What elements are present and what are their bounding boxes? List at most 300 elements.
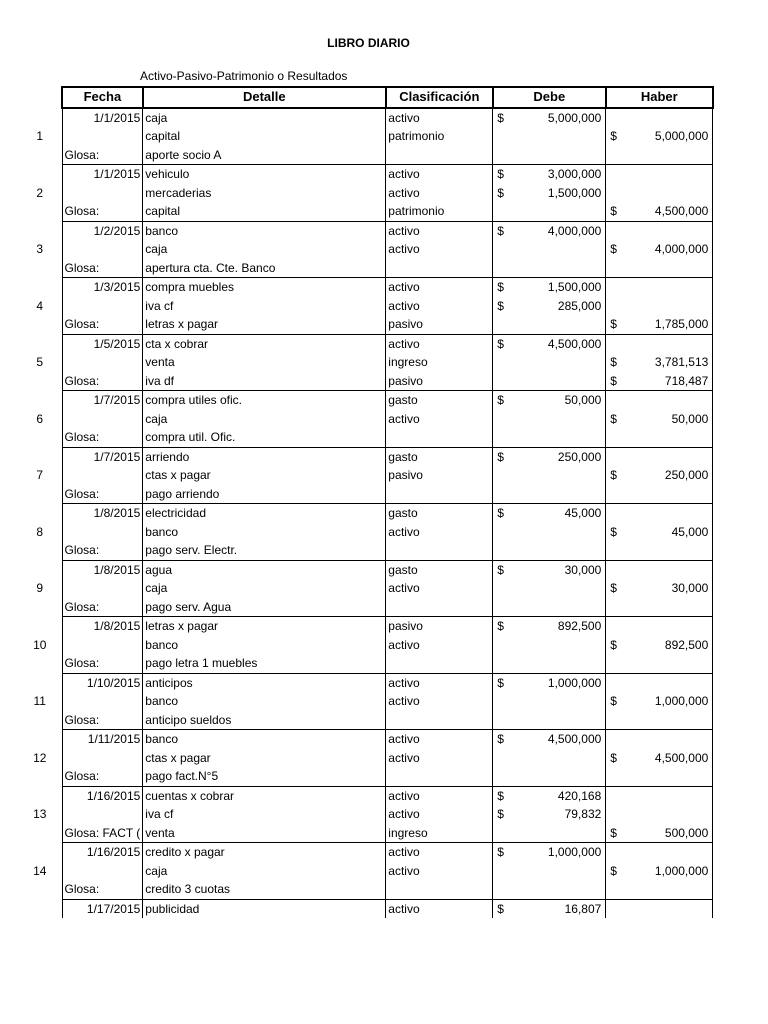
currency-sign: $: [497, 732, 504, 747]
classification-cell: [386, 259, 493, 278]
currency-sign: $: [610, 468, 617, 483]
credit-cell: [606, 899, 713, 918]
debit-cell: [493, 692, 606, 711]
currency-sign: $: [610, 242, 617, 257]
entry-number: 5: [36, 355, 44, 370]
detail-cell: ctas x pagar: [143, 466, 386, 485]
table-header-row: [18, 87, 713, 108]
entry-number: 14: [33, 863, 47, 878]
journal-row: [18, 824, 713, 843]
debit-cell-value: 4,500,000: [547, 732, 602, 747]
currency-sign: $: [610, 581, 617, 596]
debit-cell: [493, 617, 606, 636]
currency-sign: $: [497, 845, 504, 860]
credit-cell: [606, 579, 713, 598]
credit-cell-amount: [608, 315, 710, 333]
detail-cell: cta x cobrar: [143, 334, 386, 353]
date-cell: 1/1/2015: [62, 165, 143, 184]
detail-cell: compra muebles: [143, 278, 386, 297]
entry-number: 3: [36, 242, 44, 257]
detail-cell: agua: [143, 560, 386, 579]
header-debe: Debe: [493, 87, 606, 108]
debit-cell: [493, 146, 606, 165]
currency-sign: $: [497, 506, 504, 521]
detail-cell: aporte socio A: [143, 146, 386, 165]
date-cell: 1/16/2015: [62, 786, 143, 805]
date-cell: [62, 805, 143, 824]
credit-cell-amount: [608, 202, 710, 220]
debit-cell-value: 1,000,000: [547, 675, 602, 690]
journal-row: [18, 334, 713, 353]
debit-cell-amount: [495, 278, 603, 296]
credit-cell: [606, 598, 713, 617]
credit-cell: [606, 466, 713, 485]
debit-cell-amount: [495, 787, 603, 805]
journal-row: [18, 391, 713, 410]
detail-cell: banco: [143, 221, 386, 240]
credit-cell-amount: [608, 466, 710, 484]
currency-sign: $: [610, 524, 617, 539]
classification-cell: activo: [386, 692, 493, 711]
debit-cell-value: 420,168: [557, 788, 602, 803]
entry-number: 4: [36, 298, 44, 313]
journal-row: [18, 127, 713, 146]
debit-cell: [493, 127, 606, 146]
date-cell: [62, 523, 143, 542]
debit-cell-value: 45,000: [564, 506, 602, 521]
classification-cell: activo: [386, 786, 493, 805]
header-clasificacion: Clasificación: [386, 87, 493, 108]
detail-cell: caja: [143, 579, 386, 598]
currency-sign: $: [610, 355, 617, 370]
credit-cell: [606, 297, 713, 316]
journal-row: [18, 692, 713, 711]
detail-cell: pago fact.N°5: [143, 767, 386, 786]
currency-sign: $: [497, 675, 504, 690]
credit-cell: [606, 636, 713, 655]
classification-cell: activo: [386, 410, 493, 429]
credit-cell: [606, 673, 713, 692]
debit-cell-value: 30,000: [564, 562, 602, 577]
journal-row: [18, 767, 713, 786]
debit-cell-amount: [495, 109, 603, 127]
credit-cell: [606, 485, 713, 504]
debit-cell: [493, 315, 606, 334]
debit-cell-value: 16,807: [564, 901, 602, 916]
date-cell: 1/3/2015: [62, 278, 143, 297]
credit-cell-amount: [608, 353, 710, 371]
detail-cell: banco: [143, 636, 386, 655]
journal-row: [18, 315, 713, 334]
debit-cell: [493, 824, 606, 843]
debit-cell-value: 4,500,000: [547, 336, 602, 351]
detail-cell: venta: [143, 824, 386, 843]
currency-sign: $: [610, 373, 617, 388]
entry-number: 12: [33, 750, 47, 765]
debit-cell: [493, 636, 606, 655]
credit-cell: [606, 654, 713, 673]
journal-row: [18, 711, 713, 730]
debit-cell: [493, 805, 606, 824]
date-cell: 1/16/2015: [62, 843, 143, 862]
classification-cell: activo: [386, 862, 493, 881]
detail-cell: letras x pagar: [143, 315, 386, 334]
classification-cell: [386, 485, 493, 504]
credit-cell-value: 892,500: [664, 637, 709, 652]
detail-cell: letras x pagar: [143, 617, 386, 636]
date-cell: [62, 127, 143, 146]
date-cell: [62, 240, 143, 259]
glosa-label: Glosa:: [62, 654, 143, 673]
journal-row: [18, 617, 713, 636]
glosa-label: Glosa:: [62, 598, 143, 617]
detail-cell: electricidad: [143, 504, 386, 523]
classification-cell: activo: [386, 749, 493, 768]
journal-row: [18, 485, 713, 504]
currency-sign: $: [497, 619, 504, 634]
debit-cell-amount: [495, 222, 603, 240]
credit-cell: [606, 560, 713, 579]
glosa-label: Glosa:: [62, 428, 143, 447]
journal-row: [18, 805, 713, 824]
journal-row: [18, 523, 713, 542]
debit-cell-amount: [495, 184, 603, 202]
debit-cell: [493, 428, 606, 447]
debit-cell: [493, 202, 606, 221]
credit-cell-value: 1,000,000: [654, 694, 709, 709]
credit-cell: [606, 108, 713, 128]
credit-cell: [606, 805, 713, 824]
credit-cell-amount: [608, 410, 710, 428]
credit-cell: [606, 843, 713, 862]
detail-cell: pago arriendo: [143, 485, 386, 504]
currency-sign: $: [497, 167, 504, 182]
classification-cell: activo: [386, 579, 493, 598]
currency-sign: $: [497, 562, 504, 577]
classification-cell: activo: [386, 240, 493, 259]
credit-cell: [606, 880, 713, 899]
journal-row: [18, 297, 713, 316]
glosa-label: Glosa:: [62, 202, 143, 221]
date-cell: [62, 692, 143, 711]
credit-cell: [606, 315, 713, 334]
debit-cell-value: 3,000,000: [547, 167, 602, 182]
credit-cell: [606, 259, 713, 278]
journal-row: [18, 108, 713, 128]
credit-cell-value: 50,000: [671, 411, 709, 426]
detail-cell: pago letra 1 muebles: [143, 654, 386, 673]
credit-cell: [606, 221, 713, 240]
debit-cell: [493, 297, 606, 316]
credit-cell-amount: [608, 372, 710, 390]
credit-cell-amount: [608, 240, 710, 258]
detail-cell: cuentas x cobrar: [143, 786, 386, 805]
journal-row: [18, 541, 713, 560]
entry-number: 13: [33, 807, 47, 822]
debit-cell: [493, 372, 606, 391]
journal-row: [18, 221, 713, 240]
debit-cell: [493, 767, 606, 786]
classification-cell: activo: [386, 278, 493, 297]
classification-cell: patrimonio: [386, 127, 493, 146]
debit-cell: [493, 353, 606, 372]
debit-cell-amount: [495, 335, 603, 353]
debit-cell: [493, 447, 606, 466]
debit-cell-amount: [495, 504, 603, 522]
classification-cell: pasivo: [386, 315, 493, 334]
credit-cell: [606, 353, 713, 372]
journal-row: [18, 447, 713, 466]
detail-cell: arriendo: [143, 447, 386, 466]
debit-cell: [493, 410, 606, 429]
detail-cell: publicidad: [143, 899, 386, 918]
journal-row: [18, 673, 713, 692]
entry-number: [18, 899, 62, 918]
debit-cell: [493, 466, 606, 485]
credit-cell: [606, 240, 713, 259]
debit-cell-amount: [495, 561, 603, 579]
credit-cell-amount: [608, 862, 710, 880]
currency-sign: $: [497, 110, 504, 125]
detail-cell: caja: [143, 108, 386, 128]
credit-cell: [606, 523, 713, 542]
detail-cell: iva cf: [143, 805, 386, 824]
debit-cell: [493, 711, 606, 730]
debit-cell: [493, 259, 606, 278]
date-cell: 1/7/2015: [62, 391, 143, 410]
currency-sign: $: [497, 393, 504, 408]
credit-cell: [606, 711, 713, 730]
credit-cell: [606, 165, 713, 184]
classification-cell: pasivo: [386, 617, 493, 636]
detail-cell: caja: [143, 240, 386, 259]
detail-cell: banco: [143, 730, 386, 749]
debit-cell-value: 1,000,000: [547, 845, 602, 860]
currency-sign: $: [610, 863, 617, 878]
credit-cell: [606, 278, 713, 297]
date-cell: 1/5/2015: [62, 334, 143, 353]
journal-row: [18, 654, 713, 673]
credit-cell: [606, 786, 713, 805]
detail-cell: caja: [143, 410, 386, 429]
credit-cell: [606, 184, 713, 203]
date-cell: [62, 410, 143, 429]
credit-cell-amount: [608, 749, 710, 767]
currency-sign: $: [610, 694, 617, 709]
debit-cell-value: 4,000,000: [547, 223, 602, 238]
credit-cell: [606, 410, 713, 429]
classification-cell: activo: [386, 523, 493, 542]
detail-cell: capital: [143, 202, 386, 221]
classification-cell: activo: [386, 297, 493, 316]
credit-cell: [606, 541, 713, 560]
credit-cell: [606, 692, 713, 711]
journal-row: [18, 560, 713, 579]
classification-cell: activo: [386, 673, 493, 692]
credit-cell: [606, 127, 713, 146]
date-cell: [62, 297, 143, 316]
debit-cell: [493, 786, 606, 805]
debit-cell-value: 285,000: [557, 298, 602, 313]
classification-cell: activo: [386, 899, 493, 918]
classification-cell: patrimonio: [386, 202, 493, 221]
entry-number: 8: [36, 524, 44, 539]
date-cell: 1/2/2015: [62, 221, 143, 240]
classification-cell: [386, 880, 493, 899]
credit-cell-amount: [608, 824, 710, 842]
currency-sign: $: [497, 336, 504, 351]
detail-cell: caja: [143, 862, 386, 881]
credit-cell-value: 5,000,000: [654, 129, 709, 144]
date-cell: 1/10/2015: [62, 673, 143, 692]
debit-cell: [493, 843, 606, 862]
debit-cell: [493, 184, 606, 203]
debit-cell: [493, 334, 606, 353]
journal-row: [18, 428, 713, 447]
classification-cell: ingreso: [386, 824, 493, 843]
entry-number: 1: [36, 129, 44, 143]
classification-cell: activo: [386, 184, 493, 203]
debit-cell: [493, 523, 606, 542]
debit-cell: [493, 560, 606, 579]
credit-cell-value: 1,000,000: [654, 863, 709, 878]
classification-cell: ingreso: [386, 353, 493, 372]
header-haber: Haber: [606, 87, 713, 108]
classification-cell: [386, 654, 493, 673]
glosa-label: Glosa:: [62, 372, 143, 391]
debit-cell-amount: [495, 730, 603, 748]
currency-sign: $: [610, 637, 617, 652]
classification-cell: gasto: [386, 504, 493, 523]
classification-cell: activo: [386, 165, 493, 184]
currency-sign: $: [610, 825, 617, 840]
credit-cell-amount: [608, 523, 710, 541]
journal-row: [18, 184, 713, 203]
credit-cell: [606, 730, 713, 749]
journal-row: [18, 146, 713, 165]
debit-cell-value: 5,000,000: [547, 110, 602, 125]
journal-row: [18, 240, 713, 259]
journal-row: [18, 353, 713, 372]
debit-cell: [493, 485, 606, 504]
date-cell: [62, 353, 143, 372]
debit-cell: [493, 598, 606, 617]
credit-cell-value: 30,000: [671, 581, 709, 596]
glosa-label: Glosa:: [62, 711, 143, 730]
classification-cell: [386, 541, 493, 560]
currency-sign: $: [610, 750, 617, 765]
debit-cell-amount: [495, 165, 603, 183]
date-cell: 1/17/2015: [62, 899, 143, 918]
debit-cell: [493, 654, 606, 673]
detail-cell: pago serv. Electr.: [143, 541, 386, 560]
classification-cell: [386, 146, 493, 165]
currency-sign: $: [497, 901, 504, 916]
debit-cell: [493, 862, 606, 881]
entry-number: 7: [36, 468, 44, 483]
debit-cell: [493, 541, 606, 560]
debit-cell: [493, 730, 606, 749]
credit-cell-amount: [608, 692, 710, 710]
classification-cell: [386, 767, 493, 786]
credit-cell: [606, 767, 713, 786]
credit-cell-amount: [608, 127, 710, 145]
journal-row: [18, 730, 713, 749]
header-fecha: Fecha: [62, 87, 143, 108]
detail-cell: venta: [143, 353, 386, 372]
debit-cell: [493, 391, 606, 410]
debit-cell-amount: [495, 391, 603, 409]
debit-cell-amount: [495, 674, 603, 692]
entry-number: 11: [33, 694, 46, 709]
journal-table: [18, 86, 714, 918]
date-cell: [62, 466, 143, 485]
classification-cell: activo: [386, 843, 493, 862]
entry-number: 6: [36, 411, 44, 426]
debit-cell-amount: [495, 617, 603, 635]
credit-cell-value: 250,000: [664, 468, 709, 483]
detail-cell: vehiculo: [143, 165, 386, 184]
classification-cell: gasto: [386, 391, 493, 410]
detail-cell: pago serv. Agua: [143, 598, 386, 617]
currency-sign: $: [497, 280, 504, 295]
detail-cell: anticipo sueldos: [143, 711, 386, 730]
credit-cell: [606, 146, 713, 165]
currency-sign: $: [497, 298, 504, 313]
debit-cell: [493, 899, 606, 918]
journal-row: [18, 278, 713, 297]
currency-sign: $: [610, 411, 617, 426]
journal-row: [18, 579, 713, 598]
credit-cell-value: 718,487: [664, 373, 709, 388]
glosa-label: Glosa:: [62, 485, 143, 504]
currency-sign: $: [497, 807, 504, 822]
journal-row: [18, 598, 713, 617]
detail-cell: iva df: [143, 372, 386, 391]
currency-sign: $: [610, 129, 617, 144]
journal-row: [18, 410, 713, 429]
credit-cell-value: 45,000: [671, 524, 709, 539]
classification-cell: activo: [386, 108, 493, 128]
credit-cell: [606, 391, 713, 410]
page-title: LIBRO DIARIO: [327, 36, 410, 50]
date-cell: 1/1/2015: [62, 108, 143, 128]
glosa-label: Glosa:: [62, 767, 143, 786]
credit-cell: [606, 504, 713, 523]
credit-cell-value: 4,000,000: [654, 242, 709, 257]
date-cell: 1/8/2015: [62, 560, 143, 579]
debit-cell-amount: [495, 297, 603, 315]
detail-cell: ctas x pagar: [143, 749, 386, 768]
detail-cell: capital: [143, 127, 386, 146]
debit-cell-value: 1,500,000: [547, 280, 602, 295]
credit-cell: [606, 617, 713, 636]
credit-cell: [606, 447, 713, 466]
detail-cell: banco: [143, 523, 386, 542]
debit-cell-value: 892,500: [557, 619, 602, 634]
journal-row: [18, 636, 713, 655]
glosa-label: Glosa:: [62, 315, 143, 334]
classification-cell: activo: [386, 730, 493, 749]
journal-row: [18, 843, 713, 862]
detail-cell: compra utiles ofic.: [143, 391, 386, 410]
classification-cell: [386, 598, 493, 617]
credit-cell-value: 3,781,513: [654, 355, 709, 370]
debit-cell-value: 79,832: [564, 807, 602, 822]
credit-cell: [606, 334, 713, 353]
glosa-label: Glosa:: [62, 541, 143, 560]
glosa-label: Glosa:: [62, 880, 143, 899]
